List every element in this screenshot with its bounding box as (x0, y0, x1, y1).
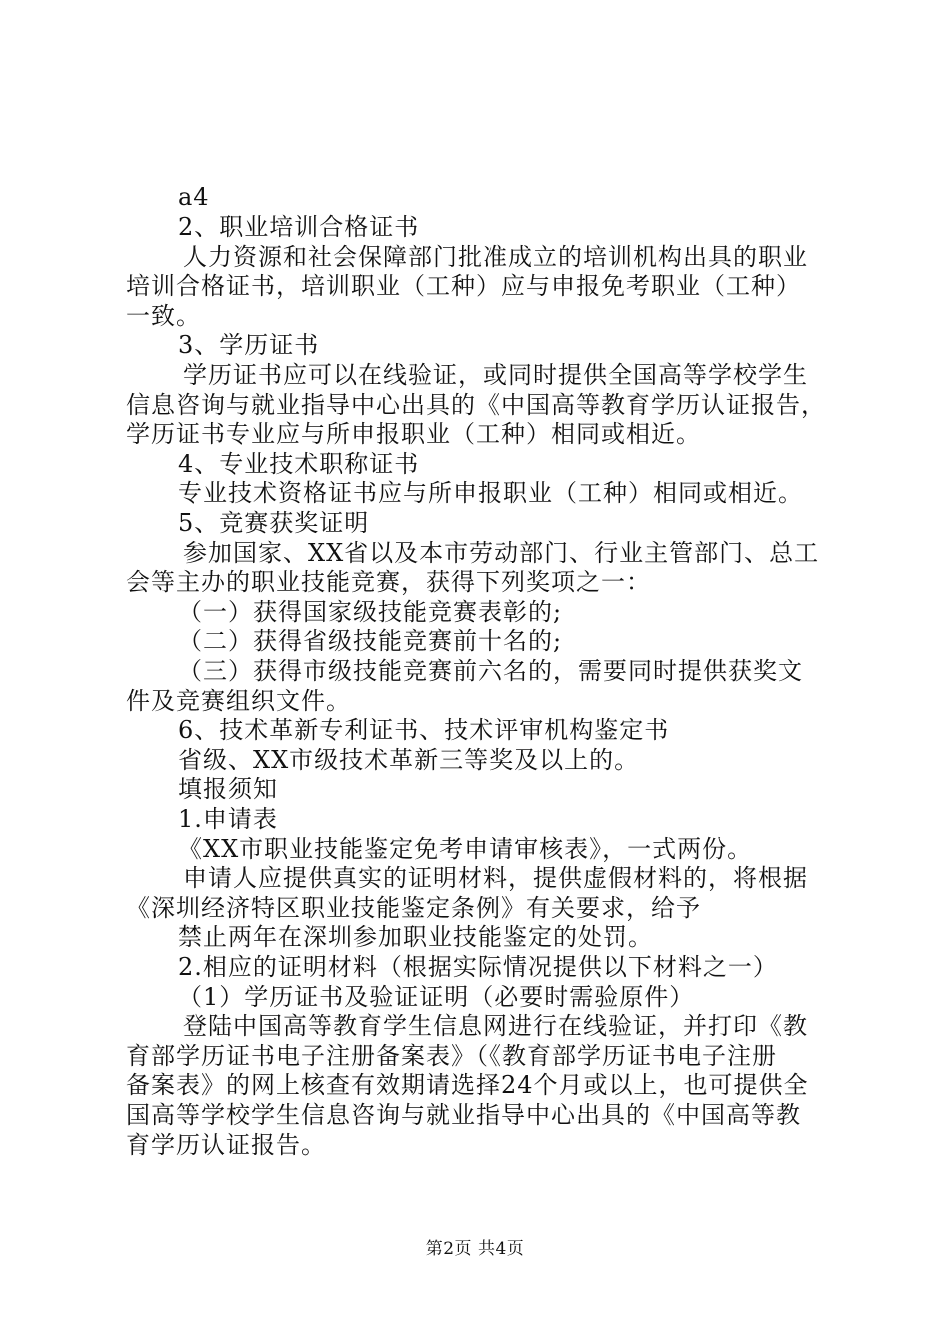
text-line: 信息咨询与就业指导中心出具的《中国高等教育学历认证报告， (126, 391, 826, 419)
text-line: 学历证书应可以在线验证，或同时提供全国高等学校学生 (183, 361, 808, 389)
text-line: 禁止两年在深圳参加职业技能鉴定的处罚。 (178, 923, 653, 951)
text-line: （二）获得省级技能竞赛前十名的; (178, 627, 563, 655)
text-line: 3、学历证书 (178, 331, 320, 359)
text-line: 5、竞赛获奖证明 (178, 509, 370, 537)
text-line: 国高等学校学生信息咨询与就业指导中心出具的《中国高等教 (126, 1101, 801, 1129)
text-line: 育部学历证书电子注册备案表》（《教育部学历证书电子注册 (126, 1042, 777, 1070)
text-line: 人力资源和社会保障部门批准成立的培训机构出具的职业 (183, 243, 808, 271)
text-line: 一致。 (126, 302, 201, 330)
text-line: 《深圳经济特区职业技能鉴定条例》有关要求，给予 (126, 894, 701, 922)
text-line: 会等主办的职业技能竞赛，获得下列奖项之一： (126, 568, 651, 596)
text-line: 4、专业技术职称证书 (178, 450, 420, 478)
text-line: 登陆中国高等教育学生信息网进行在线验证，并打印《教 (183, 1012, 808, 1040)
text-line: 《XX市职业技能鉴定免考申请审核表》，一式两份。 (178, 835, 753, 863)
text-line: 1.申请表 (178, 805, 278, 833)
text-line: 6、技术革新专利证书、技术评审机构鉴定书 (178, 716, 670, 744)
text-line: （一）获得国家级技能竞赛表彰的; (178, 598, 563, 626)
text-line: 参加国家、XX省以及本市劳动部门、行业主管部门、总工 (183, 539, 820, 567)
text-line: 申请人应提供真实的证明材料，提供虚假材料的，将根据 (183, 864, 808, 892)
text-line: 培训合格证书，培训职业（工种）应与申报免考职业（工种） (126, 272, 801, 300)
text-line: 备案表》的网上核查有效期请选择24个月或以上，也可提供全 (126, 1071, 809, 1099)
text-line: 专业技术资格证书应与所申报职业（工种）相同或相近。 (178, 479, 803, 507)
text-line: 学历证书专业应与所申报职业（工种）相同或相近。 (126, 420, 701, 448)
text-line: 育学历认证报告。 (126, 1131, 326, 1159)
text-line: 省级、XX市级技术革新三等奖及以上的。 (178, 746, 640, 774)
page-number-footer: 第2页 共4页 (425, 1239, 525, 1259)
text-line: 填报须知 (178, 775, 278, 803)
text-line: 2、职业培训合格证书 (178, 213, 420, 241)
text-line: a4 (178, 183, 210, 211)
text-line: （1）学历证书及验证证明（必要时需验原件） (178, 983, 695, 1011)
text-line: 2.相应的证明材料（根据实际情况提供以下材料之一） (178, 953, 778, 981)
text-line: （三）获得市级技能竞赛前六名的，需要同时提供获奖文 (178, 657, 803, 685)
text-line: 件及竞赛组织文件。 (126, 687, 351, 715)
